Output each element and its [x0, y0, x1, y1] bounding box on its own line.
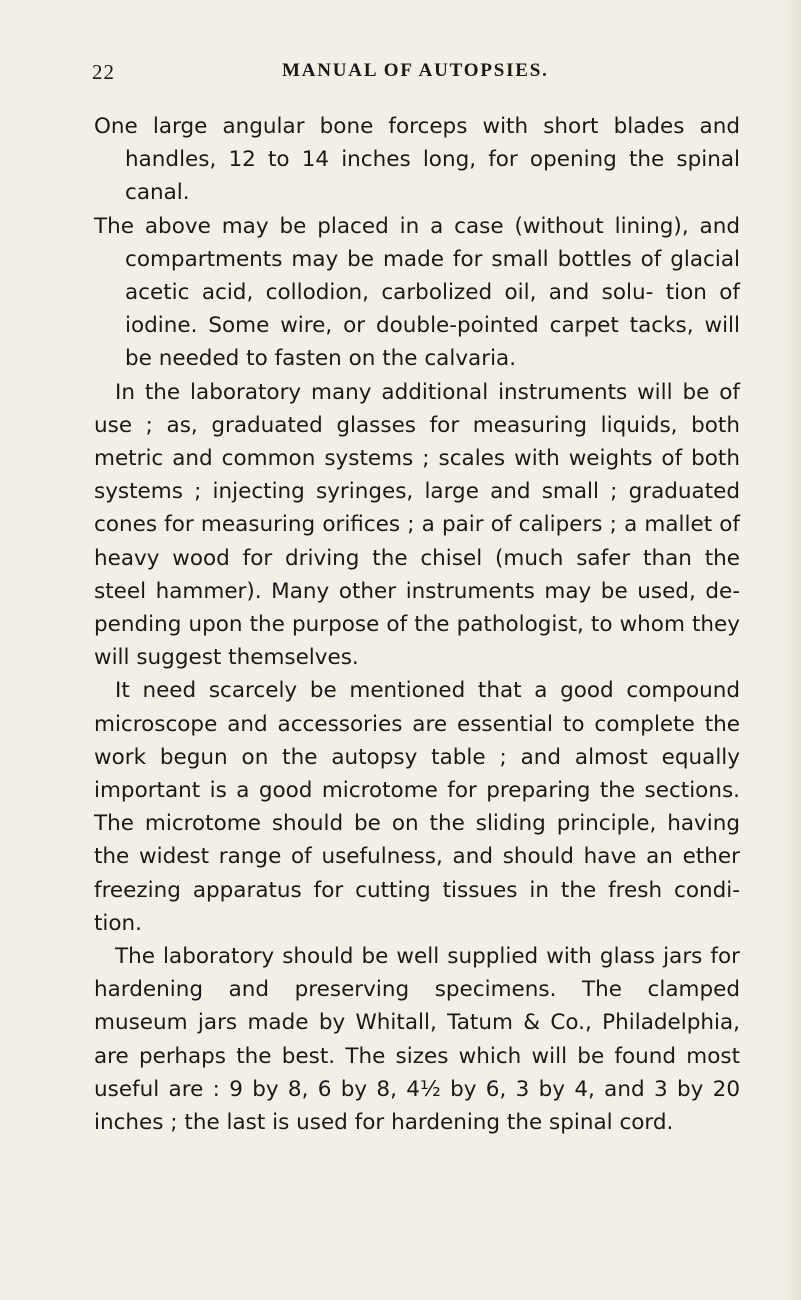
running-head	[92, 60, 732, 86]
page-number: 22	[92, 60, 115, 84]
body-text	[94, 110, 740, 1139]
paragraph-laboratory-instruments: In the laboratory many additional instruments will be of use ; as, graduated glasses for measuring liquids, both metric and common systems ; scales with weights of both systems ; injecting syringes, large and small ; graduated cones for measuring orifices ; a pair of calipers ; a mallet of heavy wood for driving the chisel (much safer than the steel hammer). Many other instruments may be used, de- pending upon the purpose of the pathologist, to whom they will suggest themselves.	[94, 379, 740, 671]
paragraph-microscope-microtome: It need scarcely be mentioned that a good compound microscope and accessories are essential to complete the work begun on the autopsy table ; and almost equally important is a good microtome for preparing the sections. The microtome should be on the sliding principle, having the widest range of usefulness, and should have an ether freezing apparatus for cutting tissues in the fresh condi- tion.	[94, 678, 740, 936]
paragraph-spinal-forceps: One large angular bone forceps with short blades and handles, 12 to 14 inches long, for opening the spinal canal.	[94, 114, 740, 206]
paragraph-instrument-case: The above may be placed in a case (without lining), and compartments may be made for small bottles of glacial acetic acid, collodion, carbolized oil, and solu- tion of iodine. Some wire, or double-pointed carpet tacks, will be needed to fasten on the calvaria.	[94, 213, 740, 372]
running-title: MANUAL OF AUTOPSIES.	[282, 60, 549, 81]
paragraph-glass-jars: The laboratory should be well supplied with glass jars for hardening and preserving specimens. The clamped museum jars made by Whitall, Tatum & Co., Philadelphia, are perhaps the best. The sizes which will be found most useful are : 9 by 8, 6 by 8, 4½ by 6, 3 by 4, and 3 by 20 inches ; the last is used for hardening the spinal cord.	[94, 944, 740, 1136]
page-edge-shadow	[783, 0, 801, 1300]
